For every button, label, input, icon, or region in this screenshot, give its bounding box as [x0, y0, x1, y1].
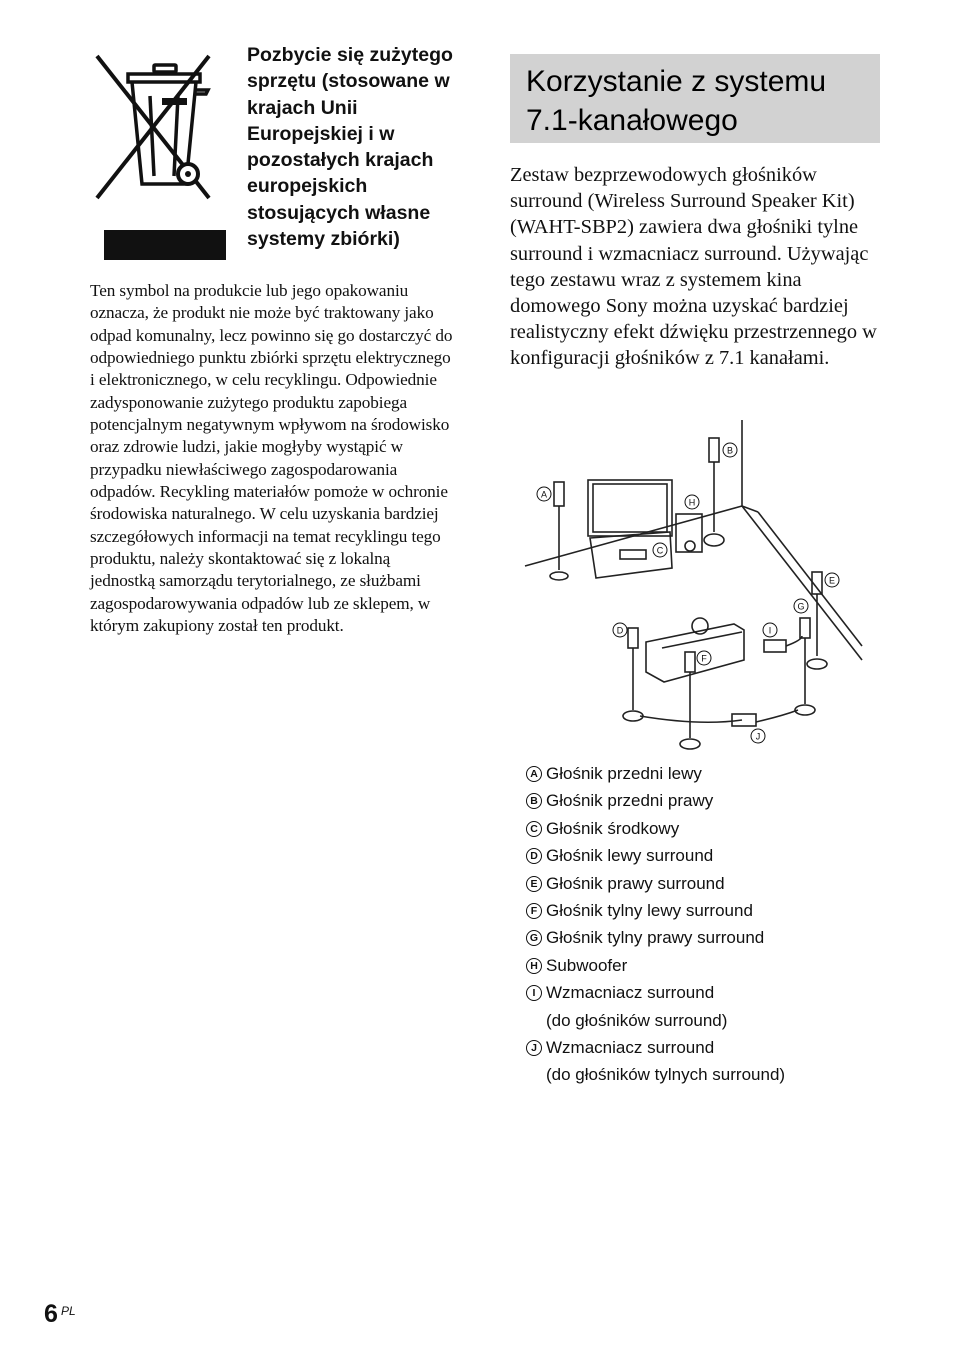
diagram-label-h: H	[688, 497, 696, 508]
legend-letter: I	[526, 985, 542, 1001]
page-language-code: PL	[61, 1304, 76, 1318]
legend-item	[526, 897, 886, 924]
legend-item	[526, 760, 886, 787]
legend-item	[526, 1034, 886, 1089]
legend-label: Głośnik środkowy	[546, 818, 680, 838]
legend-sublabel: (do głośników surround)	[546, 1010, 728, 1030]
legend-item	[526, 870, 886, 897]
page-number: 6	[44, 1300, 58, 1328]
legend-letter: B	[526, 793, 542, 809]
legend-label: Głośnik przedni lewy	[546, 764, 702, 783]
diagram-label-e: E	[828, 575, 836, 586]
legend-letter: H	[526, 958, 542, 974]
legend-letter: E	[526, 876, 542, 892]
crossed-out-bin-icon	[92, 52, 232, 264]
diagram-label-j: J	[755, 731, 761, 742]
intro-paragraph: Zestaw bezprzewodowych głośników surround (Wireless Surround Speaker Kit) (WAHT-SBP2) zawiera dwa głośniki tylne surround i wzmacniacz surround. Używając tego zestawu wraz z systemem kina domowego Sony można uzyskać bardziej realistyczny efekt dźwięku przestrzennego w konfiguracji głośników z 7.1 kanałami.	[510, 164, 877, 370]
legend-letter: J	[526, 1040, 542, 1056]
legend-letter: C	[526, 821, 542, 837]
section-header	[510, 54, 880, 143]
diagram-label-b: B	[726, 445, 734, 456]
weee-paragraph: Ten symbol na produkcie lub jego opakowaniu oznacza, że produkt nie może być traktowany jako odpad komunalny, lecz powinno się go dostarczyć do odpowiedniego punktu zbiórki sprzętu elektrycznego i elektronicznego, w celu recyklingu. Odpowiednie zadysponowanie zużytego produktu zapobiega potencjalnym negatywnym wpływom na środowisko oraz zdrowie ludzi, jakie mogłyby wystąpić w przypadku niewłaściwego zagospodarowania odpadów. Recykling materiałów pomoże w ochronie środowiska naturalnego. W celu uzyskania bardziej szczegółowych informacji na temat recyklingu tego produktu, należy skontaktować się z lokalną jednostką samorządu terytorialnego, ze służbami zagospodarowywania odpadów lub ze sklepem, w którym zakupiony został ten produkt.	[90, 281, 453, 636]
diagram-label-c: C	[656, 545, 664, 556]
diagram-label-g: G	[797, 601, 805, 612]
diagram-label-f: F	[701, 653, 707, 664]
diagram-label-a: A	[540, 489, 548, 500]
legend-letter: F	[526, 903, 542, 919]
legend-letter: D	[526, 848, 542, 864]
legend-label: Subwoofer	[546, 955, 628, 975]
weee-heading: Pozbycie się zużytego sprzętu (stosowane w krajach Unii Europejskiej i w pozostałych krajach europejskich stosujących własne systemy zbiórki)	[247, 44, 453, 251]
diagram-label-i: I	[768, 625, 772, 636]
legend-label: Głośnik lewy surround	[546, 846, 714, 866]
speaker-layout-diagram	[520, 420, 865, 758]
legend-label: Wzmacniacz surround	[546, 1038, 715, 1058]
legend-item	[526, 815, 886, 842]
legend-item	[526, 952, 886, 979]
section-title: Korzystanie z systemu 7.1-kanałowego	[526, 65, 827, 137]
legend-item	[526, 924, 886, 951]
legend-label: Wzmacniacz surround	[546, 983, 715, 1003]
legend-letter: G	[526, 930, 542, 946]
legend-label: Głośnik tylny lewy surround	[546, 901, 753, 921]
legend-item	[526, 787, 886, 814]
legend-label: Głośnik prawy surround	[546, 873, 725, 893]
legend-sublabel: (do głośników tylnych surround)	[546, 1065, 786, 1085]
legend-label: Głośnik przedni prawy	[546, 791, 714, 811]
legend-letter: A	[526, 766, 542, 782]
speaker-legend	[526, 760, 886, 1089]
legend-item	[526, 979, 886, 1034]
diagram-label-d: D	[616, 625, 624, 636]
legend-item	[526, 842, 886, 869]
legend-label: Głośnik tylny prawy surround	[546, 928, 765, 948]
